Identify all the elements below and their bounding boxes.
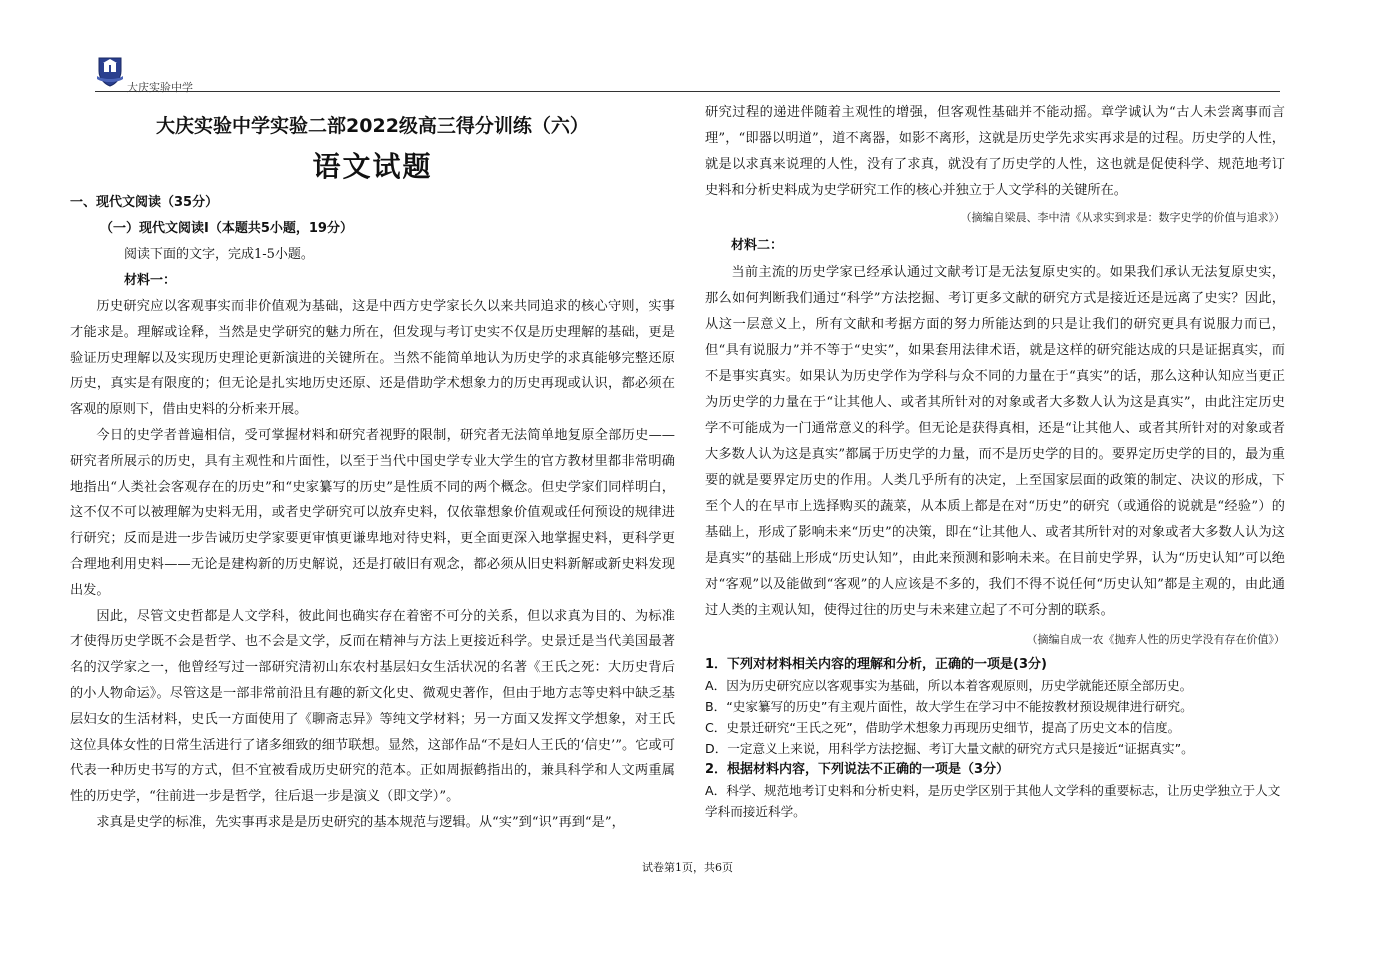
question-1-option-d: D．一定意义上来说，用科学方法挖掘、考订大量文献的研究方式只是接近“证据真实”。 [705,741,1194,756]
header-divider [95,91,1280,92]
question-1-option-c: C．史景迁研究“王氏之死”，借助学术想象力再现历史细节，提高了历史文本的信度。 [705,720,1181,735]
question-1-stem: 1．下列对材料相关内容的理解和分析，正确的一项是(3分) [705,657,1047,672]
subject-title: 语文试题 [312,150,433,183]
question-1-option-a: A．因为历史研究应以客观事实为基础，所以本着客观原则，历史学就能还原全部历史。 [705,678,1193,693]
page-number: 试卷第1页，共6页 [642,861,733,874]
question-1-option-b: B．“史家纂写的历史”有主观片面性，故大学生在学习中不能按教材预设规律进行研究。 [705,699,1193,714]
question-2-stem: 2．根据材料内容，下列说法不正确的一项是（3分） [705,762,1010,777]
section-heading: 一、现代文阅读（35分） [70,195,219,210]
left-column [70,100,675,836]
material-2-label: 材料二： [731,238,784,253]
material-1-paragraph: 求真是史学的标准，先实事再求是是历史研究的基本规范与逻辑。从“实”到“识”再到“是”， [96,814,625,830]
material-1-paragraph: 因此，尽管文史哲都是人文学科，彼此间也确实存在着密不可分的关系，但以求真为目的、为标准才使得历史学既不会是哲学、也不会是文学，反而在精神与方法上更接近科学。史景迁是当代美国最著名的汉学家之一，他曾经写过一部研究清初山东农村基层妇女生活状况的名著《王氏之死：大历史背后的小人物命运》。尽管这是一部非常前沿且有趣的新文化史、微观史著作，但由于地方志等史料中缺乏基层妇女的生活材料，史氏一方面使用了《聊斋志异》等纯文学材料；另一方面又发挥文学想象，对王氏这位具体女性的日常生活进行了诸多细致的细节联想。显然，这部作品“不是妇人王氏的‘信史’”。它或可代表一种历史书写的方式，但不宜被看成历史研究的范本。正如周振鹤指出的，兼具科学和人文两重属性的历史学，“往前进一步是哲学，往后退一步是演义（即文学）”。 [70,608,675,805]
material-1-continuation: 研究过程的递进伴随着主观性的增强，但客观性基础并不能动摇。章学诚认为“古人未尝离事而言理”，“即器以明道”，道不离器，如影不离形，这就是历史学先求实再求是的过程。历史学的人性，就是以求真来说理的人性，没有了求真，就没有了历史学的人性，这也就是促使科学、规范地考订史料和分析史料成为史学研究工作的核心并独立于人文学科的关键所在。 [705,105,1285,198]
question-2-option-a: A．科学、规范地考订史料和分析史料，是历史学区别于其他人文学科的重要标志，让历史学独立于人文学科而接近科学。 [705,783,1281,819]
material-2-paragraph: 当前主流的历史学家已经承认通过文献考订是无法复原史实的。如果我们承认无法复原史实，那么如何判断我们通过“科学”方法挖掘、考订更多文献的研究方式是接近还是远离了史实？因此，从这一层意义上，所有文献和考据方面的努力所能达到的只是让我们的研究更具有说服力而已，但“具有说服力”并不等于“史实”，如果套用法律术语，就是这样的研究能达成的只是证据真实，而不是事实真实。如果认为历史学作为学科与众不同的力量在于“真实”的话，那么这种认知应当更正为历史学的力量在于“让其他人、或者其所针对的对象或者大多数人认为这是真实”，由此注定历史学不可能成为一门通常意义的科学。但无论是获得真相，还是“让其他人、或者其所针对的对象或者大多数人认为这是真实”都属于历史学的力量，而不是历史学的目的。要界定历史学的目的，最为重要的就是要界定历史的作用。人类几乎所有的决定，上至国家层面的政策的制定、决议的形成，下至个人的在早市上选择购买的蔬菜，从本质上都是在对“历史”的研究（或通俗的说就是“经验”）的基础上，形成了影响未来“历史”的决策，即在“让其他人、或者其所针对的对象或者大多数人认为这是真实”的基础上形成“历史认知”，由此来预测和影响未来。在目前史学界，认为“历史认知”可以绝对“客观”以及能做到“客观”的人应该是不多的，我们不得不说任何“历史认知”都是主观的，由此通过人类的主观认知，使得过往的历史与未来建立起了不可分割的联系。 [705,265,1285,618]
material-1-paragraph: 历史研究应以客观事实而非价值观为基础，这是中西方史学家长久以来共同追求的核心守则，实事才能求是。理解或诠释，当然是史学研究的魅力所在，但发现与考订史实不仅是历史理解的基础，更是验证历史理解以及实现历史理论更新演进的关键所在。当然不能简单地认为历史学的求真能够完整还原历史，真实是有限度的；但无论是扎实地历史还原、还是借助学术想象力的历史再现或认识，都必须在客观的原则下，借由史料的分析来开展。 [70,299,675,418]
material-2-source: （摘编自成一农《抛弃人性的历史学没有存在价值》） [1026,633,1285,646]
right-column [705,100,1285,822]
material-1-source: （摘编自梁晨、李中清《从求实到求是：数字史学的价值与追求》） [960,211,1285,224]
page-header [95,55,1280,95]
exam-title: 大庆实验中学实验二部2022级高三得分训练（六） [156,115,589,137]
school-logo-icon [95,55,125,87]
reading-instruction: 阅读下面的文字，完成1-5小题。 [124,247,314,262]
material-1-paragraph: 今日的史学者普遍相信，受可掌握材料和研究者视野的限制，研究者无法简单地复原全部历史——研究者所展示的历史，具有主观性和片面性，以至于当代中国史学专业大学生的官方教材里都非常明确地指出“人类社会客观存在的历史”和“史家纂写的历史”是性质不同的两个概念。但史学家们同样明白，这不仅不可以被理解为史料无用，或者史学研究可以放弃史料，仅依靠想象价值观或任何预设的规律进行研究；反而是进一步告诫历史学家要更审慎更谦卑地对待史料，更全面更深入地掌握史料，更科学更合理地利用史料——无论是建构新的历史解说，还是打破旧有观念，都必须从旧史料新解或新史料发现出发。 [70,427,675,598]
subsection-heading: （一）现代文阅读Ⅰ（本题共5小题，19分） [100,221,353,236]
material-1-label: 材料一： [124,273,177,288]
school-name: 大庆实验中学 [127,81,193,94]
